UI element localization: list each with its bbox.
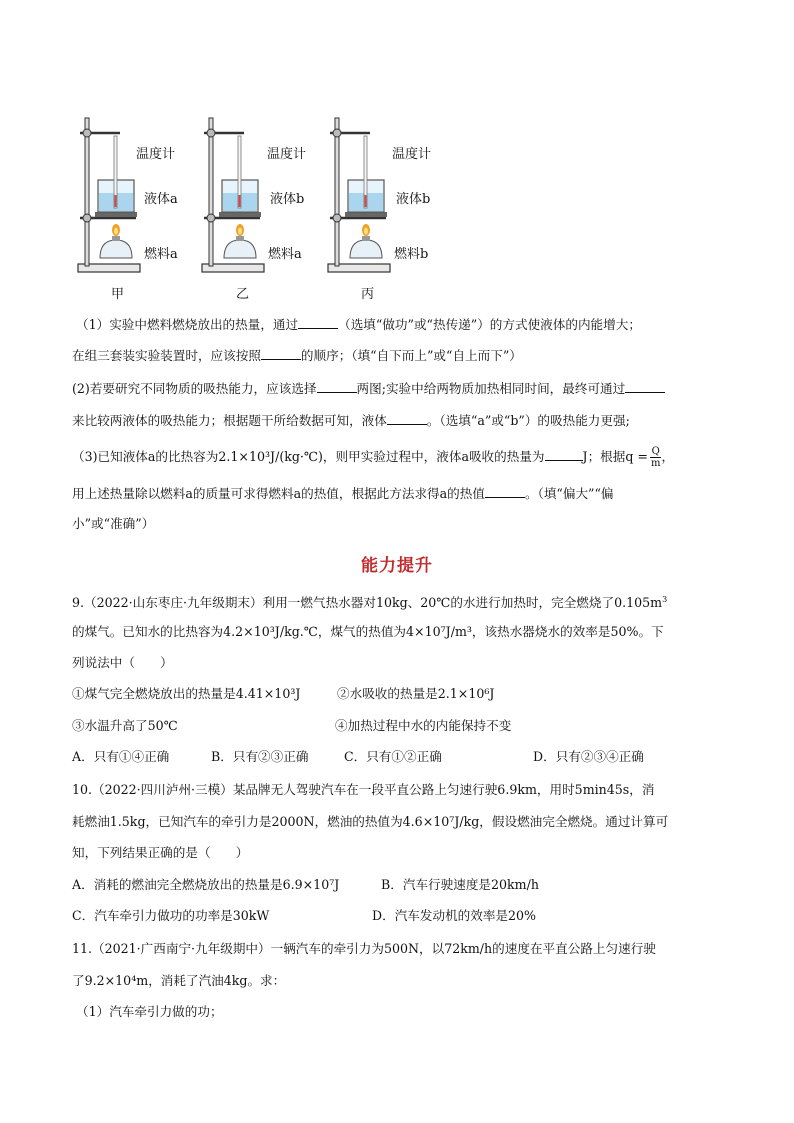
figure-bing [320, 100, 450, 300]
q9-stem-line1: 9.（2022·山东枣庄·九年级期末）利用一燃气热水器对10kg、20℃的水进行加热时，完全燃烧了$0.105m^3$ [72, 595, 668, 611]
thermometer-label: 温度计 [136, 147, 176, 162]
q9-choice-a[interactable]: A．只有①④正确 [72, 749, 170, 764]
q10-stem-line1: 10.（2022·四川泸州·三模）某品牌无人驾驶汽车在一段平直公路上匀速行驶6.9km，用时5min45s，消 [72, 782, 655, 797]
q8-part3-line3: 小”或“准确”） [72, 516, 155, 531]
figure-jia [70, 100, 200, 300]
q11-part1: （1）汽车牵引力做的功； [76, 1004, 223, 1019]
q10-choice-d[interactable]: D．汽车发动机的效率是20% [372, 908, 537, 923]
q8-part3-line1: （3)已知液体a的比热容为2.1×10³J/(kg·℃)，则甲实验过程中，液体a吸收的热量为 J；根据q = $\frac{Q}{m}$ ， [72, 446, 675, 469]
apparatus-illustration [70, 100, 200, 285]
q9-statement-4: ④加热过程中水的内能保持不变 [335, 718, 512, 733]
q11-stem-line1: 11.（2021·广西南宁·九年级期中）一辆汽车的牵引力为500N，以72km/h的速度在平直公路上匀速行驶 [72, 941, 656, 956]
answer-blank[interactable] [261, 347, 301, 360]
figure-caption: 丙 [361, 287, 375, 302]
liquid-label: 液体b [270, 192, 305, 207]
q8-part3-line2: 用上述热量除以燃料a的质量可求得燃料a的热值，根据此方法求得a的热值 。（填“偏大”“偏 [72, 486, 614, 501]
q9-statement-3: ③水温升高了50℃ [72, 718, 178, 733]
formula-fraction [650, 446, 661, 469]
answer-blank[interactable] [387, 412, 427, 425]
figure-caption: 乙 [236, 287, 250, 302]
q9-statement-1: ①煤气完全燃烧放出的热量是4.41×10³J [72, 686, 301, 701]
liquid-label: 液体b [396, 192, 431, 207]
thermometer-label: 温度计 [267, 147, 307, 162]
q8-part1-line2: 在组三套装实验装置时，应该按照 的顺序；（填“自下而上”或“自上而下”） [72, 348, 522, 363]
q10-choice-a[interactable]: A．消耗的燃油完全燃烧放出的热量是6.9×10⁷J [72, 877, 340, 892]
q9-choice-c[interactable]: C．只有①②正确 [344, 749, 442, 764]
q9-stem-line2: 的煤气。已知水的比热容为4.2×10³J/kg.℃，煤气的热值为4×10⁷J/m³，该热水器烧水的效率是50%。下 [72, 624, 664, 639]
q10-stem-line2: 耗燃油1.5kg，已知汽车的牵引力是2000N，燃油的热值为4.6×10⁷J/kg，假设燃油完全燃烧。通过计算可 [72, 814, 669, 829]
answer-blank[interactable] [298, 316, 338, 329]
section-heading: 能力提升 [361, 556, 433, 576]
answer-blank[interactable] [485, 485, 525, 498]
q8-part1-line1: （1）实验中燃料燃烧放出的热量，通过 （选填“做功”或“热传递”）的方式使液体的内能增大； [76, 317, 641, 332]
q11-stem-line2: 了9.2×10⁴m，消耗了汽油4kg。求： [72, 973, 286, 988]
fraction-denominator: m [650, 458, 661, 469]
fuel-label: 燃料a [268, 247, 302, 262]
q9-choice-d[interactable]: D．只有②③④正确 [533, 749, 644, 764]
figure-caption: 甲 [111, 287, 125, 302]
fraction-numerator: Q [651, 446, 660, 457]
answer-blank[interactable] [317, 380, 357, 393]
figure-yi [194, 100, 324, 300]
q10-choice-c[interactable]: C．汽车牵引力做功的功率是30kW [72, 908, 270, 923]
apparatus-illustration [320, 100, 450, 285]
q10-stem-line3: 知，下列结果正确的是（ ） [72, 845, 249, 860]
q10-choice-b[interactable]: B．汽车行驶速度是20km/h [381, 877, 539, 892]
liquid-label: 液体a [144, 192, 178, 207]
answer-blank[interactable] [545, 448, 583, 461]
q8-part2-line2: 来比较两液体的吸热能力；根据题干所给数据可知，液体 。（选填“a”或“b”）的吸热能力更强; [72, 413, 630, 428]
fuel-label: 燃料a [144, 247, 178, 262]
q9-statement-2: ②水吸收的热量是2.1×10⁶J [337, 686, 495, 701]
q9-choice-b[interactable]: B．只有②③正确 [211, 749, 309, 764]
apparatus-illustration [194, 100, 324, 285]
thermometer-label: 温度计 [392, 147, 432, 162]
answer-blank[interactable] [625, 380, 665, 393]
q9-stem-line3: 列说法中（ ） [72, 655, 173, 670]
fuel-label: 燃料b [394, 247, 429, 262]
q8-part2-line1: (2)若要研究不同物质的吸热能力，应该选择 两图;实验中给两物质加热相同时间，最终可通过 [72, 380, 665, 397]
